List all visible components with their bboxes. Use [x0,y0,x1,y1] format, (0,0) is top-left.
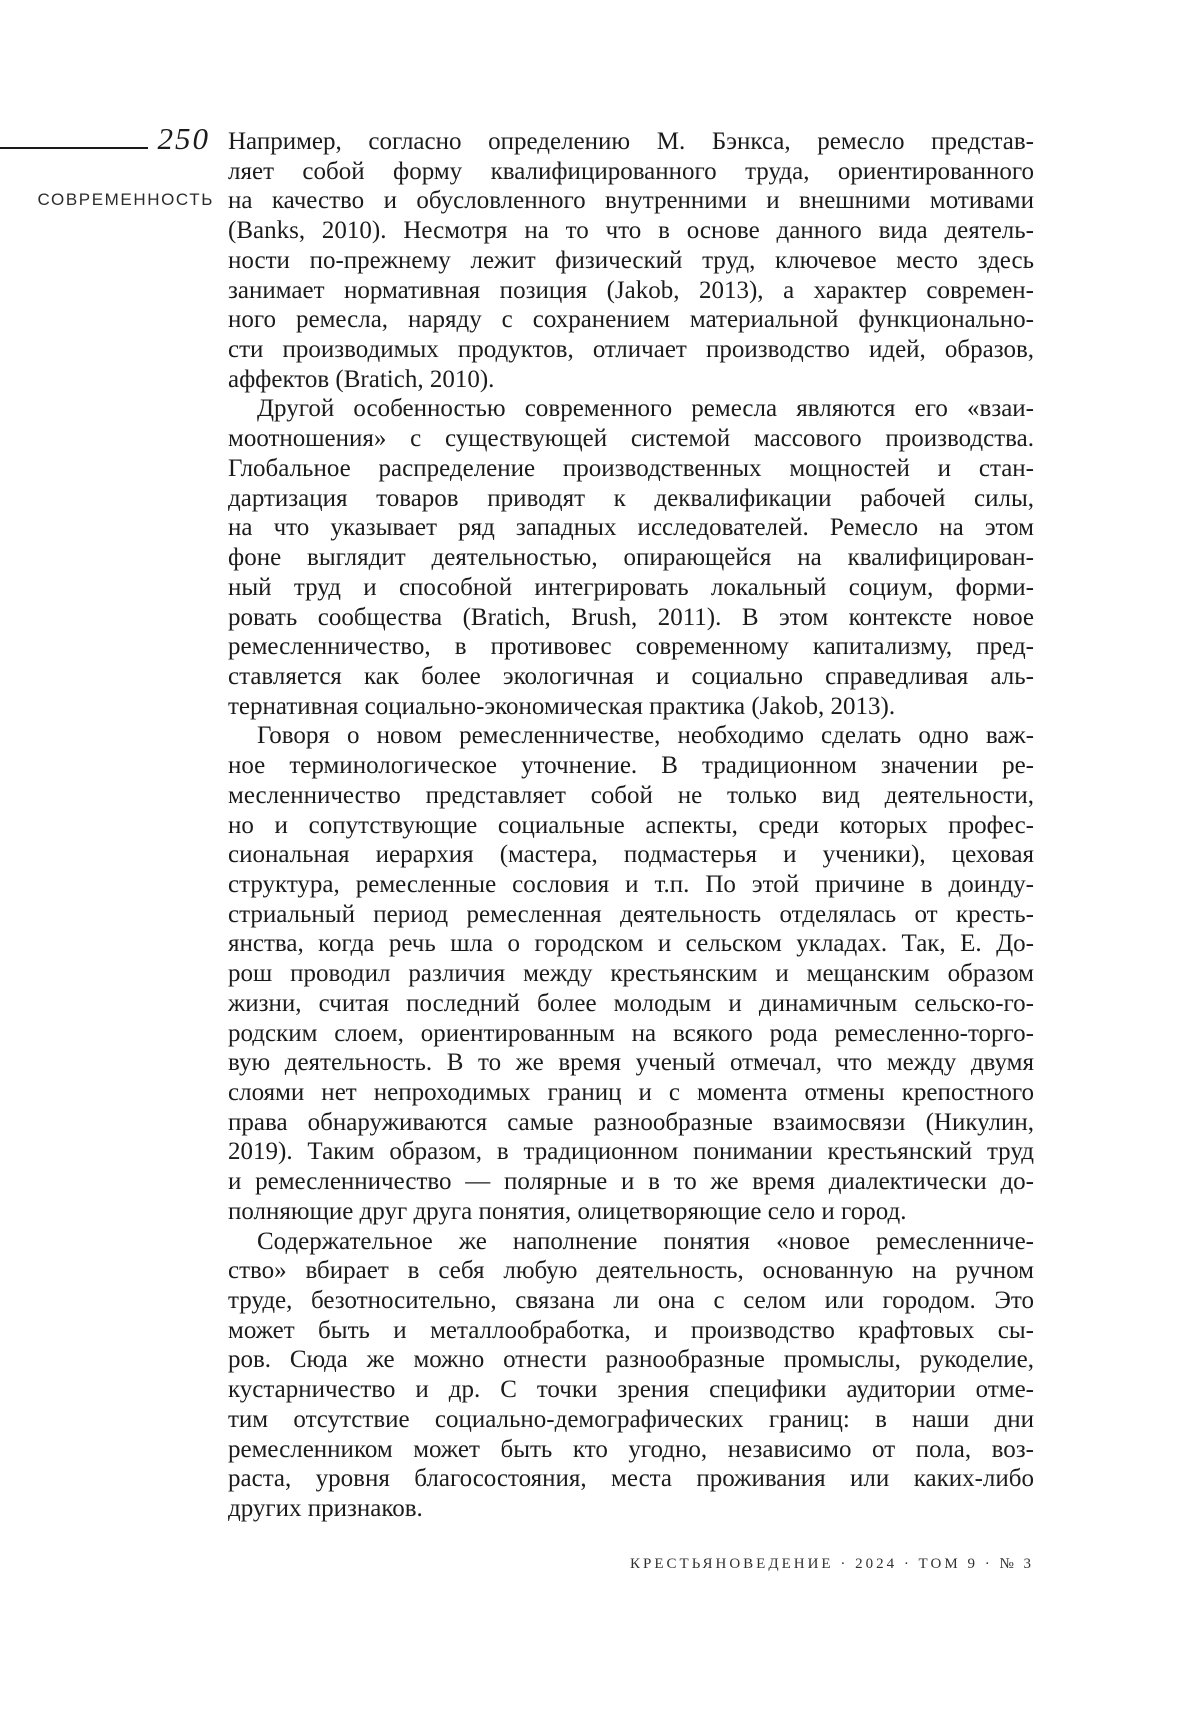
text-line: Глобальное распределение производственных мощностей и стан- [228,454,1034,482]
text-line: ремесленником может быть кто угодно, независимо от пола, воз- [228,1435,1034,1463]
text-line: рош проводил различия между крестьянским и мещанским образом [228,960,1034,988]
section-label: СОВРЕМЕННОСТЬ [37,190,214,209]
text-line: ный труд и способной интегрировать локальный социум, форми- [228,573,1034,601]
text-line: Например, согласно определению М. Бэнкса, ремесло представ- [228,128,1034,155]
text-line: тим отсутствие социально-демографических границ: в наши дни [228,1405,1034,1433]
text-line: права обнаруживаются самые разнообразные взаимосвязи (Никулин, [228,1108,1034,1136]
text-line: вую деятельность. В то же время ученый отмечал, что между двумя [228,1049,1034,1077]
text-line: ставляется как более экологичная и социально справедливая аль- [228,662,1034,690]
text-line: полняющие друг друга понятия, олицетворяющие село и город. [228,1197,907,1225]
text-line: месленничество представляет собой не только вид деятельности, [228,781,1034,809]
text-line: труде, безотносительно, связана ли она с селом или городом. Это [228,1287,1034,1315]
footer-journal-info: КРЕСТЬЯНОВЕДЕНИЕ · 2024 · ТОМ 9 · № 3 [630,1556,1034,1572]
text-line: янства, когда речь шла о городском и сельском укладах. Так, Е. До- [228,930,1034,958]
text-line: (Banks, 2010). Несмотря на то что в основе данного вида деятель- [228,217,1034,245]
text-line: ности по-прежнему лежит физический труд, ключевое место здесь [228,246,1034,274]
text-line: сиональная иерархия (мастера, подмастерья и ученики), цеховая [228,841,1034,869]
text-line: сти производимых продуктов, отличает производство идей, образов, [228,336,1034,364]
text-line: дартизация товаров приводят к деквалификации рабочей силы, [228,484,1034,512]
text-line: ремесленничество, в противовес современному капитализму, пред- [228,633,1034,661]
text-line: на качество и обусловленного внутренними и внешними мотивами [228,187,1034,215]
page-number: 250 [157,121,210,156]
text-line: занимает нормативная позиция (Jakob, 2013), а характер современ- [228,276,1034,304]
text-line: но и сопутствующие социальные аспекты, среди которых профес- [228,811,1034,839]
text-line: структура, ремесленные сословия и т.п. По этой причине в доинду- [228,870,1034,898]
text-line: других признаков. [228,1495,423,1523]
text-line: родским слоем, ориентированным на всякого рода ремесленно-торго- [228,1019,1034,1047]
text-line: и ремесленничество — полярные и в то же время диалектически до- [228,1168,1034,1196]
text-line: раста, уровня благосостояния, места проживания или каких-либо [228,1465,1034,1493]
text-line: тернативная социально-экономическая практика (Jakob, 2013). [228,692,896,720]
text-line: жизни, считая последний более молодым и динамичным сельско-го- [228,989,1034,1017]
text-line: ного ремесла, наряду с сохранением материальной функционально- [228,306,1034,334]
text-line: на что указывает ряд западных исследователей. Ремесло на этом [228,514,1034,542]
text-line: аффектов (Bratich, 2010). [228,365,495,393]
text-line: Говоря о новом ремесленничестве, необходимо сделать одно важ- [257,722,1034,750]
text-line: кустарничество и др. С точки зрения специфики аудитории отме- [228,1376,1034,1404]
text-line: ство» вбирает в себя любую деятельность, основанную на ручном [228,1257,1034,1285]
text-line: слоями нет непроходимых границ и с момента отмены крепостного [228,1079,1034,1106]
article-text-column [228,127,1034,1524]
text-line: стриальный период ремесленная деятельность отделялась от кресть- [228,900,1034,928]
text-line: ровать сообщества (Bratich, Brush, 2011). В этом контексте новое [228,603,1034,631]
text-line: ляет собой форму квалифицированного труда, ориентированного [228,157,1034,185]
text-line: ное терминологическое уточнение. В традиционном значении ре- [228,752,1034,780]
text-line: Содержательное же наполнение понятия «новое ремесленниче- [257,1227,1034,1255]
text-line: моотношения» с существующей системой массового производства. [228,425,1034,453]
text-line: фоне выглядит деятельностью, опирающейся на квалифицирован- [228,544,1034,572]
text-line: 2019). Таким образом, в традиционном понимании крестьянский труд [228,1138,1034,1166]
text-line: Другой особенностью современного ремесла являются его «взаи- [257,395,1034,423]
text-line: может быть и металлообработка, и производство крафтовых сы- [228,1316,1034,1344]
text-line: ров. Сюда же можно отнести разнообразные промыслы, рукоделие, [228,1346,1034,1374]
